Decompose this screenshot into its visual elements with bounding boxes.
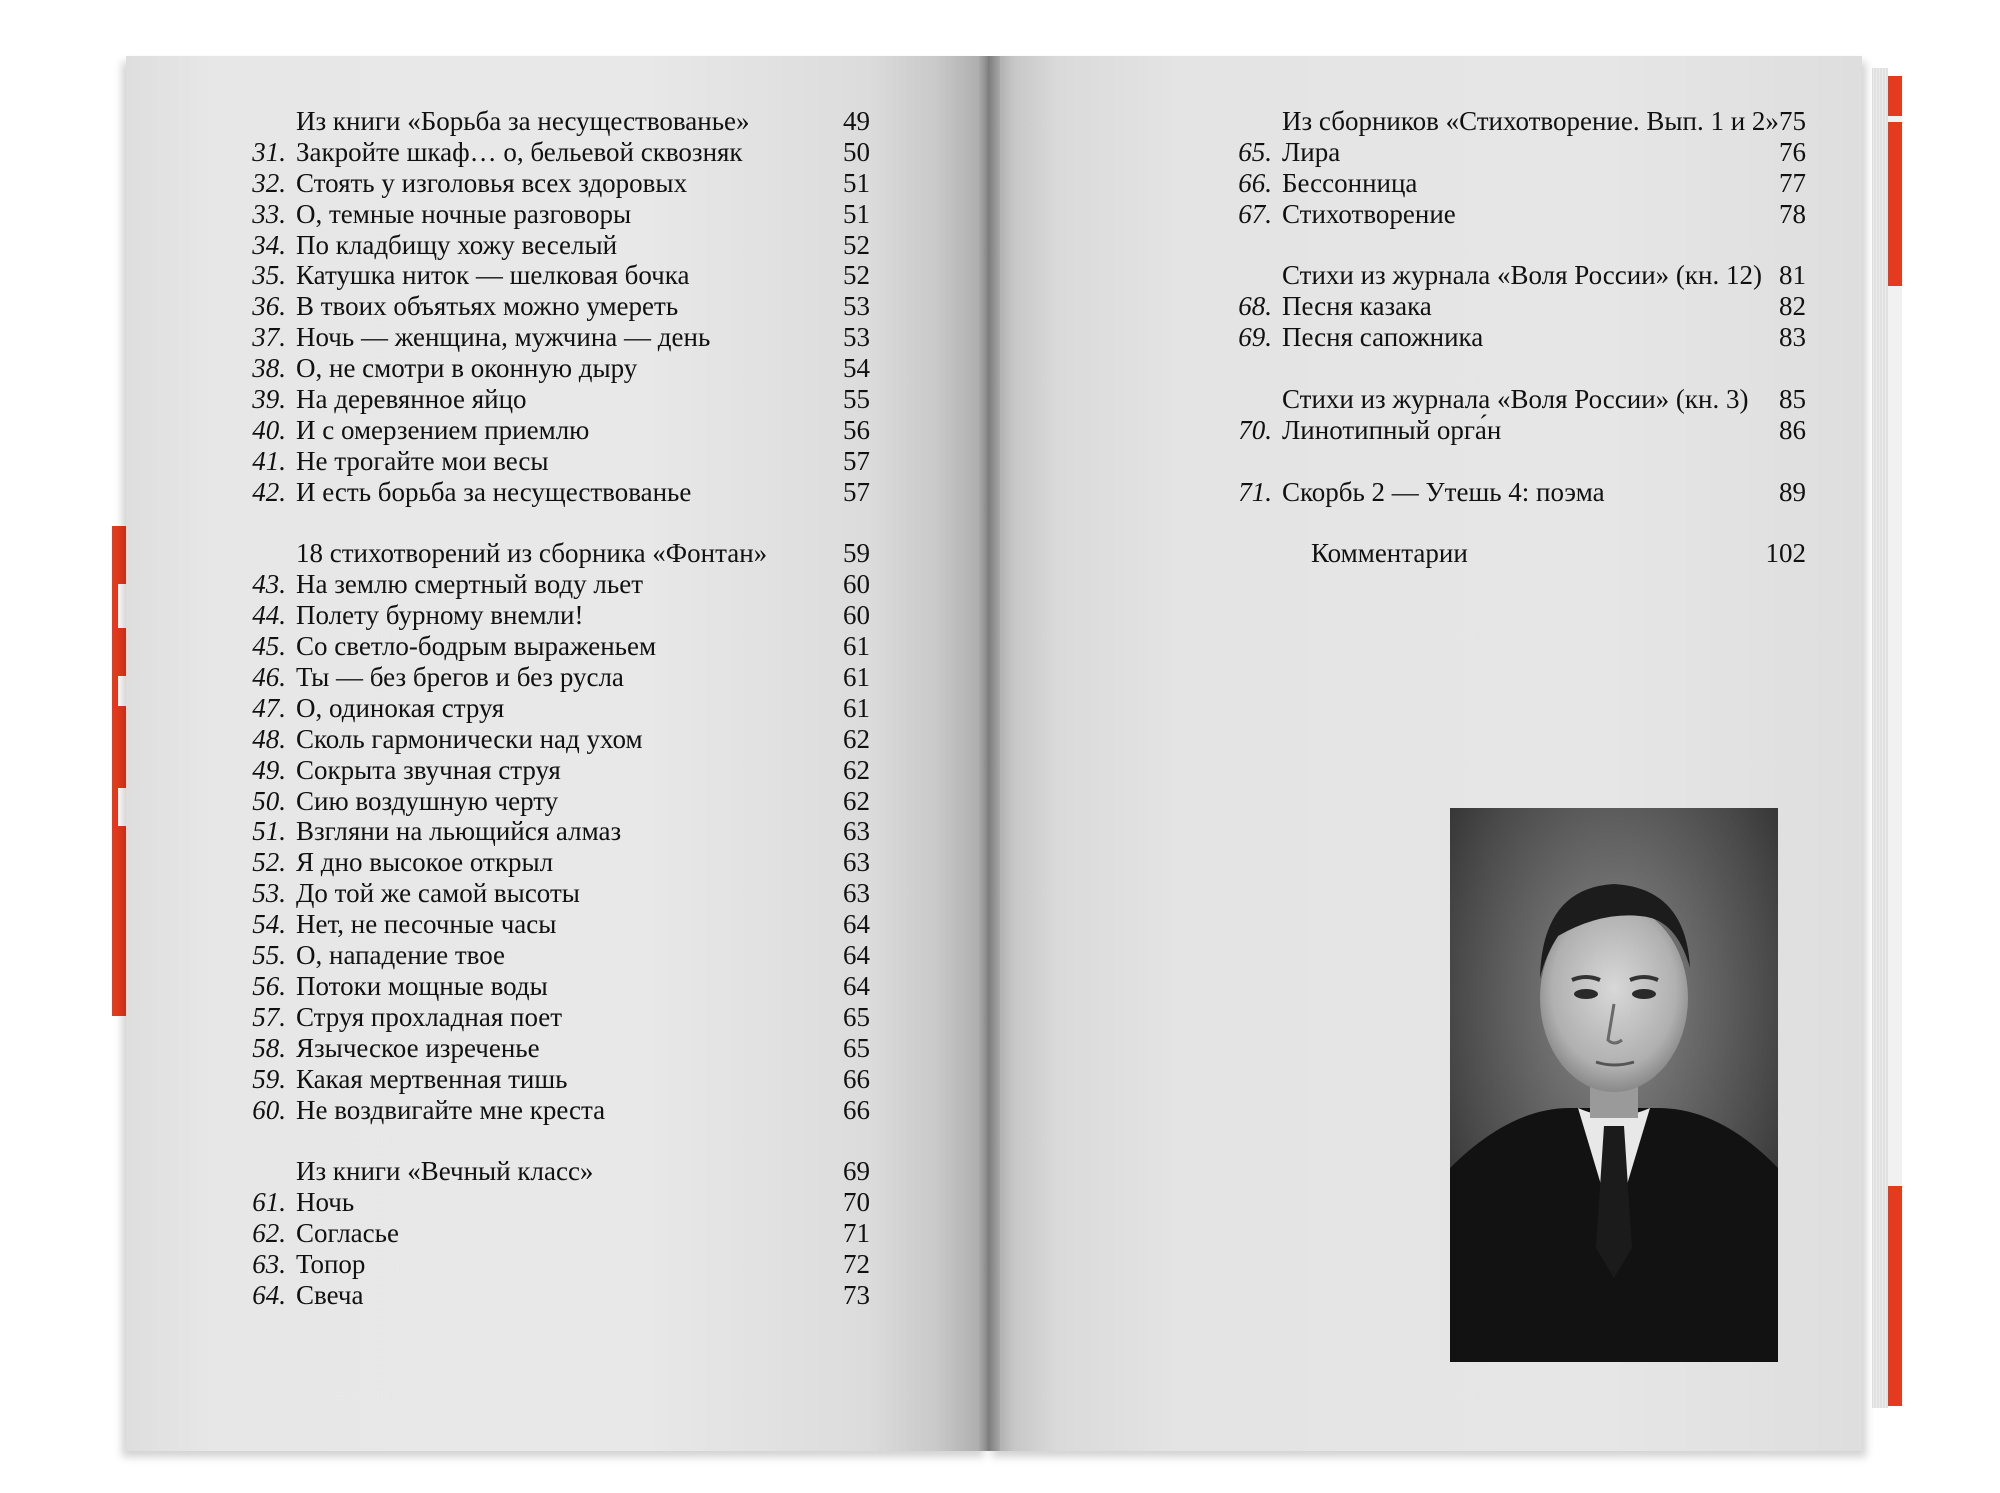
toc-entry-number: 67.: [1238, 198, 1272, 229]
table-of-contents-left: [234, 106, 870, 1311]
toc-entry-title: Свеча: [296, 1279, 364, 1310]
toc-page-number: 56: [843, 414, 870, 445]
toc-entry: [234, 291, 870, 322]
toc-section-heading: [234, 106, 870, 137]
toc-entry: [234, 446, 870, 477]
toc-entry: [234, 600, 870, 631]
toc-entry: [234, 168, 870, 199]
toc-entry: [1220, 168, 1806, 199]
toc-entry-number: 36.: [252, 291, 286, 322]
toc-entry: [234, 909, 870, 940]
toc-entry: [234, 1064, 870, 1095]
toc-page-number: 89: [1779, 476, 1806, 507]
toc-page-number: 69: [843, 1156, 870, 1187]
toc-entry-number: 53.: [252, 878, 286, 909]
toc-page-number: 61: [843, 631, 870, 662]
toc-entry-number: 49.: [252, 754, 286, 785]
toc-entry: [234, 847, 870, 878]
toc-entry-title: Какая мертвенная тишь: [296, 1063, 568, 1094]
toc-entry-number: 60.: [252, 1094, 286, 1125]
toc-entry-number: 44.: [252, 600, 286, 631]
toc-entry-number: 52.: [252, 847, 286, 878]
toc-entry-number: 62.: [252, 1218, 286, 1249]
toc-entry: [1220, 322, 1806, 353]
toc-page-number: 72: [843, 1248, 870, 1279]
toc-entry: [234, 1095, 870, 1126]
toc-page-number: 78: [1779, 198, 1806, 229]
toc-page-number: 65: [843, 1032, 870, 1063]
table-of-contents-right: [1220, 106, 1806, 569]
toc-entry-title: Не трогайте мои весы: [296, 445, 549, 476]
toc-page-number: 63: [843, 847, 870, 878]
toc-entry-number: 71.: [1238, 476, 1272, 507]
toc-entry-title: Ночь — женщина, мужчина — день: [296, 322, 711, 353]
toc-entry-number: 43.: [252, 569, 286, 600]
toc-entry-title: Сокрыта звучная струя: [296, 754, 561, 785]
toc-entry: [234, 1218, 870, 1249]
toc-entry: [234, 940, 870, 971]
page-stack-edge: [1872, 68, 1888, 1408]
toc-entry-title: Нет, не песочные часы: [296, 909, 557, 940]
toc-entry-title: Не воздвигайте мне креста: [296, 1094, 606, 1125]
toc-entry-title: Согласье: [296, 1218, 399, 1249]
toc-page-number: 64: [843, 970, 870, 1001]
toc-entry-title: Комментарии: [1311, 538, 1468, 569]
toc-entry-number: 46.: [252, 662, 286, 693]
open-book: [112, 56, 1902, 1451]
toc-entry: [234, 1033, 870, 1064]
toc-page-number: 52: [843, 229, 870, 260]
toc-entry: [1220, 477, 1806, 508]
toc-entry-title: Катушка ниток — шелковая бочка: [296, 260, 690, 291]
toc-entry: [234, 631, 870, 662]
toc-page-number: 62: [843, 785, 870, 816]
toc-section-heading: [234, 538, 870, 569]
toc-entry-number: 42.: [252, 476, 286, 507]
toc-entry-number: 55.: [252, 940, 286, 971]
toc-entry-number: 68.: [1238, 291, 1272, 322]
toc-entry: [234, 662, 870, 693]
toc-entry-title: Ночь: [296, 1187, 355, 1218]
toc-entry-number: 65.: [1238, 136, 1272, 167]
toc-entry: [234, 971, 870, 1002]
toc-entry-title: На деревянное яйцо: [296, 384, 527, 415]
toc-entry-number: 69.: [1238, 322, 1272, 353]
toc-page-number: 75: [1779, 106, 1806, 136]
toc-entry-title: Из сборников «Стихотворение. Вып. 1 и 2»: [1282, 106, 1779, 136]
toc-page-number: 49: [843, 106, 870, 136]
toc-entry-title: Из книги «Борьба за несуществованье»: [296, 106, 750, 136]
author-portrait-photo: [1450, 808, 1778, 1362]
toc-entry-number: 40.: [252, 414, 286, 445]
toc-page-number: 51: [843, 198, 870, 229]
toc-entry-number: 58.: [252, 1032, 286, 1063]
toc-page-number: 55: [843, 384, 870, 415]
toc-entry: [234, 137, 870, 168]
right-page: [988, 56, 1862, 1451]
toc-entry-title: Стихотворение: [1282, 198, 1456, 229]
toc-entry-title: По кладбищу хожу веселый: [296, 229, 618, 260]
toc-page-number: 57: [843, 476, 870, 507]
toc-entry-title: Закройте шкаф… о, бельевой сквозняк: [296, 136, 743, 167]
toc-page-number: 70: [843, 1187, 870, 1218]
toc-page-number: 53: [843, 291, 870, 322]
toc-entry-number: 51.: [252, 816, 286, 847]
toc-entry-number: 35.: [252, 260, 286, 291]
toc-section-heading: [1220, 106, 1806, 137]
toc-section-heading: [234, 1156, 870, 1187]
toc-entry: [234, 1280, 870, 1311]
toc-entry-title: До той же самой высоты: [296, 878, 580, 909]
toc-page-number: 65: [843, 1001, 870, 1032]
toc-page-number: 82: [1779, 291, 1806, 322]
toc-page-number: 54: [843, 353, 870, 384]
toc-page-number: 71: [843, 1218, 870, 1249]
toc-page-number: 51: [843, 167, 870, 198]
toc-entry: [234, 477, 870, 508]
toc-page-number: 73: [843, 1279, 870, 1310]
toc-entry: [234, 199, 870, 230]
left-page: [126, 56, 988, 1451]
toc-entry-number: 45.: [252, 631, 286, 662]
toc-entry-title: Песня казака: [1282, 291, 1432, 322]
toc-entry-title: Лира: [1282, 136, 1341, 167]
toc-page-number: 83: [1779, 322, 1806, 353]
toc-entry-title: Стоять у изголовья всех здоровых: [296, 167, 688, 198]
toc-entry-title: И с омерзением приемлю: [296, 414, 590, 445]
toc-comments-entry: [1220, 538, 1806, 569]
toc-entry: [234, 260, 870, 291]
toc-entry-title: О, одинокая струя: [296, 692, 505, 723]
book-gutter: [978, 56, 1000, 1451]
toc-entry-title: На землю смертный воду льет: [296, 569, 643, 600]
toc-entry-title: Я дно высокое открыл: [296, 847, 554, 878]
toc-entry-number: 34.: [252, 229, 286, 260]
toc-entry: [234, 693, 870, 724]
toc-entry-title: Сию воздушную черту: [296, 785, 559, 816]
toc-entry-number: 54.: [252, 909, 286, 940]
toc-entry-title: 18 стихотворений из сборника «Фонтан»: [296, 538, 768, 569]
toc-spacer: [1220, 353, 1806, 384]
toc-entry-number: 57.: [252, 1001, 286, 1032]
toc-page-number: 86: [1779, 414, 1806, 445]
toc-entry: [1220, 415, 1806, 446]
toc-entry-number: 63.: [252, 1248, 286, 1279]
toc-entry-number: 64.: [252, 1279, 286, 1310]
toc-entry: [234, 353, 870, 384]
toc-entry-title: В твоих объятьях можно умереть: [296, 291, 679, 322]
toc-page-number: 85: [1779, 384, 1806, 415]
toc-page-number: 77: [1779, 167, 1806, 198]
toc-entry: [1220, 291, 1806, 322]
toc-entry-number: 70.: [1238, 414, 1272, 445]
toc-entry-title: Взгляни на льющийся алмаз: [296, 816, 622, 847]
toc-page-number: 62: [843, 723, 870, 754]
toc-entry-title: И есть борьба за несуществованье: [296, 476, 692, 507]
toc-entry-number: 66.: [1238, 167, 1272, 198]
toc-entry: [1220, 199, 1806, 230]
toc-entry-title: Сколь гармонически над ухом: [296, 723, 643, 754]
toc-entry: [234, 384, 870, 415]
toc-spacer: [234, 1125, 870, 1156]
toc-entry: [234, 415, 870, 446]
toc-entry-title: Топор: [296, 1248, 366, 1279]
toc-page-number: 60: [843, 569, 870, 600]
toc-entry-title: Языческое изреченье: [296, 1032, 540, 1063]
toc-page-number: 52: [843, 260, 870, 291]
toc-spacer: [1220, 446, 1806, 477]
toc-entry-number: 33.: [252, 198, 286, 229]
toc-entry-number: 47.: [252, 692, 286, 723]
toc-entry-title: О, не смотри в оконную дыру: [296, 353, 638, 384]
toc-entry-number: 48.: [252, 723, 286, 754]
toc-entry-title: Стихи из журнала «Воля России» (кн. 3): [1282, 384, 1749, 415]
toc-spacer: [234, 508, 870, 539]
toc-page-number: 63: [843, 816, 870, 847]
toc-entry: [234, 1249, 870, 1280]
toc-entry: [234, 786, 870, 817]
toc-entry-number: 56.: [252, 970, 286, 1001]
toc-page-number: 61: [843, 692, 870, 723]
toc-entry: [234, 1002, 870, 1033]
toc-page-number: 64: [843, 940, 870, 971]
toc-entry-number: 32.: [252, 167, 286, 198]
toc-page-number: 59: [843, 538, 870, 569]
toc-spacer: [1220, 230, 1806, 261]
toc-section-heading: [1220, 384, 1806, 415]
toc-entry-title: Бессонница: [1282, 167, 1418, 198]
toc-entry-title: Из книги «Вечный класс»: [296, 1156, 594, 1187]
cover-right-edge: [1886, 76, 1902, 1406]
toc-entry-title: Стихи из журнала «Воля России» (кн. 12): [1282, 260, 1762, 291]
toc-entry-title: Линотипный орга́н: [1282, 414, 1502, 445]
toc-entry-title: Со светло-бодрым выраженьем: [296, 631, 657, 662]
toc-page-number: 66: [843, 1094, 870, 1125]
toc-spacer: [1220, 508, 1806, 539]
toc-entry-title: Потоки мощные воды: [296, 970, 548, 1001]
toc-entry-number: 59.: [252, 1063, 286, 1094]
toc-page-number: 63: [843, 878, 870, 909]
toc-entry-number: 41.: [252, 445, 286, 476]
toc-page-number: 76: [1779, 136, 1806, 167]
toc-entry: [234, 569, 870, 600]
toc-entry-number: 37.: [252, 322, 286, 353]
toc-entry-title: О, нападение твое: [296, 940, 506, 971]
toc-entry: [234, 816, 870, 847]
toc-entry-title: О, темные ночные разговоры: [296, 198, 632, 229]
toc-entry-number: 39.: [252, 384, 286, 415]
toc-entry-number: 50.: [252, 785, 286, 816]
toc-entry-number: 31.: [252, 136, 286, 167]
toc-entry-title: Ты — без брегов и без русла: [296, 662, 624, 693]
toc-entry-number: 61.: [252, 1187, 286, 1218]
toc-page-number: 61: [843, 662, 870, 693]
toc-entry-number: 38.: [252, 353, 286, 384]
toc-entry: [234, 1187, 870, 1218]
toc-page-number: 62: [843, 754, 870, 785]
toc-page-number: 60: [843, 600, 870, 631]
toc-page-number: 66: [843, 1063, 870, 1094]
toc-entry: [234, 230, 870, 261]
toc-page-number: 57: [843, 445, 870, 476]
toc-page-number: 81: [1779, 260, 1806, 291]
toc-entry-title: Струя прохладная поет: [296, 1001, 563, 1032]
toc-entry: [234, 322, 870, 353]
toc-entry: [234, 878, 870, 909]
toc-page-number: 102: [1765, 538, 1806, 569]
toc-page-number: 53: [843, 322, 870, 353]
toc-entry: [234, 724, 870, 755]
toc-page-number: 50: [843, 136, 870, 167]
toc-entry: [234, 755, 870, 786]
toc-section-heading: [1220, 260, 1806, 291]
toc-page-number: 64: [843, 909, 870, 940]
toc-entry-title: Скорбь 2 — Утешь 4: поэма: [1282, 476, 1605, 507]
toc-entry-title: Полету бурному внемли!: [296, 600, 584, 631]
toc-entry-title: Песня сапожника: [1282, 322, 1484, 353]
toc-entry: [1220, 137, 1806, 168]
